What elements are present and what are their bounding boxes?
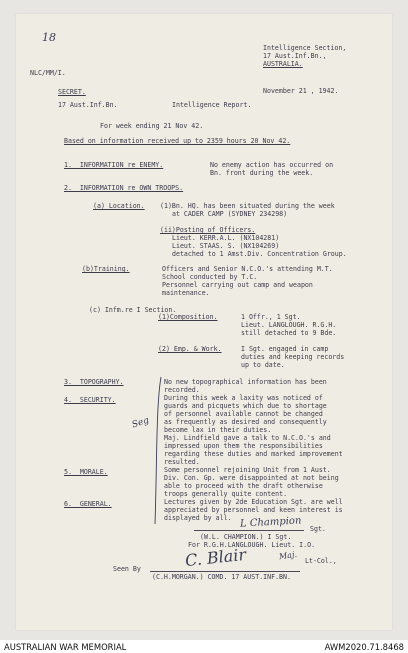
unit-line-2: 17 Aust.Inf.Bn., xyxy=(263,52,327,60)
signature-rank-mark: Maj. xyxy=(278,549,298,562)
co-rank: Lt-Col., xyxy=(305,557,337,565)
training-line-1: Officers and Senior N.C.O.'s attending M.T. xyxy=(162,265,333,273)
section-4-line-9: resulted. xyxy=(164,458,200,466)
seen-by-label: Seen By xyxy=(113,565,141,573)
report-period: For week ending 21 Nov 42. xyxy=(100,122,204,130)
margin-handwritten-note: Seg xyxy=(130,415,151,431)
employment-label: (2) Emp. & Work. xyxy=(158,345,222,353)
section-6-line-1: Lectures given by 2de Education Sgt. are well xyxy=(164,498,343,506)
sergeant-signature: L Champion xyxy=(239,515,302,530)
int-section-label: (c) Infm.re I Section. xyxy=(89,306,177,314)
archive-item-id: AWM2020.71.8468 xyxy=(324,642,404,652)
section-5-line-4: troops generally quite content. xyxy=(164,490,288,498)
training-line-2: School conducted by T.C. xyxy=(162,273,258,281)
section-3-line-2: recorded. xyxy=(164,386,200,394)
section-1-line-2: Bn. front during the week. xyxy=(210,169,314,177)
margin-bracket xyxy=(152,376,164,526)
section-1-heading: 1. INFORMATION re ENEMY. xyxy=(64,161,164,169)
section-4-line-3: of personnel available cannot be changed xyxy=(164,410,323,418)
document-date: November 21 , 1942. xyxy=(263,87,339,95)
signature-line-co xyxy=(150,571,300,572)
employment-line-1: I Sgt. engaged in camp xyxy=(241,345,329,353)
handwritten-corner-mark: 18 xyxy=(42,31,56,44)
section-5-line-3: able to proceed with the draft otherwise xyxy=(164,482,323,490)
section-5-heading: 5. MORALE. xyxy=(64,468,108,476)
composition-line-1: 1 Offr., 1 Sgt. xyxy=(241,313,301,321)
posting-2: Lieut. STAAS. S. (NX104269) xyxy=(172,242,280,250)
section-6-line-2: appreciated by personnel and keen interest is xyxy=(164,506,343,514)
section-1-line-1: No enemy action has occurred on xyxy=(210,161,334,169)
co-name: (C.H.MORGAN.) COMD. 17 AUST.INF.BN. xyxy=(152,573,291,581)
training-line-3: Personnel carrying out camp and weapon xyxy=(162,281,313,289)
postings-label: (ii)Posting of Officers. xyxy=(160,226,256,234)
section-3-line-1: No new topographical information has been xyxy=(164,378,327,386)
posting-3: detached to 1 Amst.Div. Concentration Group. xyxy=(172,250,347,258)
location-line-1: (1)Bn. HQ. has been situated during the week xyxy=(160,202,335,210)
section-2-heading: 2. INFORMATION re OWN TROOPS. xyxy=(64,184,184,192)
training-line-4: maintenance. xyxy=(162,289,210,297)
composition-line-3: still detached to 9 Bde. xyxy=(241,329,337,337)
section-4-line-6: Maj. Lindfield gave a talk to N.C.O.'s and xyxy=(164,434,331,442)
classification-secret: SECRET. xyxy=(58,88,86,96)
report-title: Intelligence Report. xyxy=(172,101,252,109)
section-4-line-2: guards and picquets which due to shortage xyxy=(164,402,327,410)
unit-line-1: Intelligence Section, xyxy=(263,44,347,52)
location-label: (a) Location. xyxy=(93,202,145,210)
section-3-heading: 3. TOPOGRAPHY. xyxy=(64,378,124,386)
sergeant-name: (W.L. CHAMPION.) I Sgt. xyxy=(200,533,292,541)
section-4-line-1: During this week a laxity was noticed of xyxy=(164,394,323,402)
location-line-2: at CADER CAMP (SYDNEY 234298) xyxy=(172,210,288,218)
section-5-line-1: Some personnel rejoining Unit from 1 Aust. xyxy=(164,466,331,474)
section-4-heading: 4. SECURITY. xyxy=(64,396,116,404)
report-basis: Based on information received up to 2359 hours 20 Nov 42. xyxy=(64,137,291,145)
employment-line-3: up to date. xyxy=(241,361,285,369)
archive-name: AUSTRALIAN WAR MEMORIAL xyxy=(4,642,127,652)
section-4-line-8: regarding these duties and marked improvement xyxy=(164,450,343,458)
section-6-heading: 6. GENERAL. xyxy=(64,500,112,508)
unit-line-3: AUSTRALIA. xyxy=(263,60,303,68)
sergeant-title: Sgt. xyxy=(310,525,326,533)
section-4-line-4: as frequently as desired and consequently xyxy=(164,418,327,426)
section-4-line-7: impressed upon them the responsibilities xyxy=(164,442,323,450)
training-label: (b)Training. xyxy=(82,265,130,273)
document-reference: NLC/MM/I. xyxy=(30,69,66,77)
section-6-line-3: displayed by all. xyxy=(164,514,232,522)
composition-label: (1)Composition. xyxy=(158,313,218,321)
section-4-line-5: become lax in their duties. xyxy=(164,426,272,434)
archive-caption-bar xyxy=(0,640,408,653)
signature-line-sergeant xyxy=(194,530,304,531)
posting-1: Lieut. KERR.A.L. (NX104281) xyxy=(172,234,280,242)
section-5-line-2: Div. Con. Gp. were disappointed at not being xyxy=(164,474,339,482)
commanding-officer-signature: C. Blair xyxy=(184,544,247,571)
for-officer-line: For R.G.H.LANGLOUGH. Lieut. I.O. xyxy=(188,541,316,549)
employment-line-2: duties and keeping records xyxy=(241,353,345,361)
unit-name: 17 Aust.Inf.Bn. xyxy=(58,101,118,109)
composition-line-2: Lieut. LANGLOUGH. R.G.H. xyxy=(241,321,337,329)
